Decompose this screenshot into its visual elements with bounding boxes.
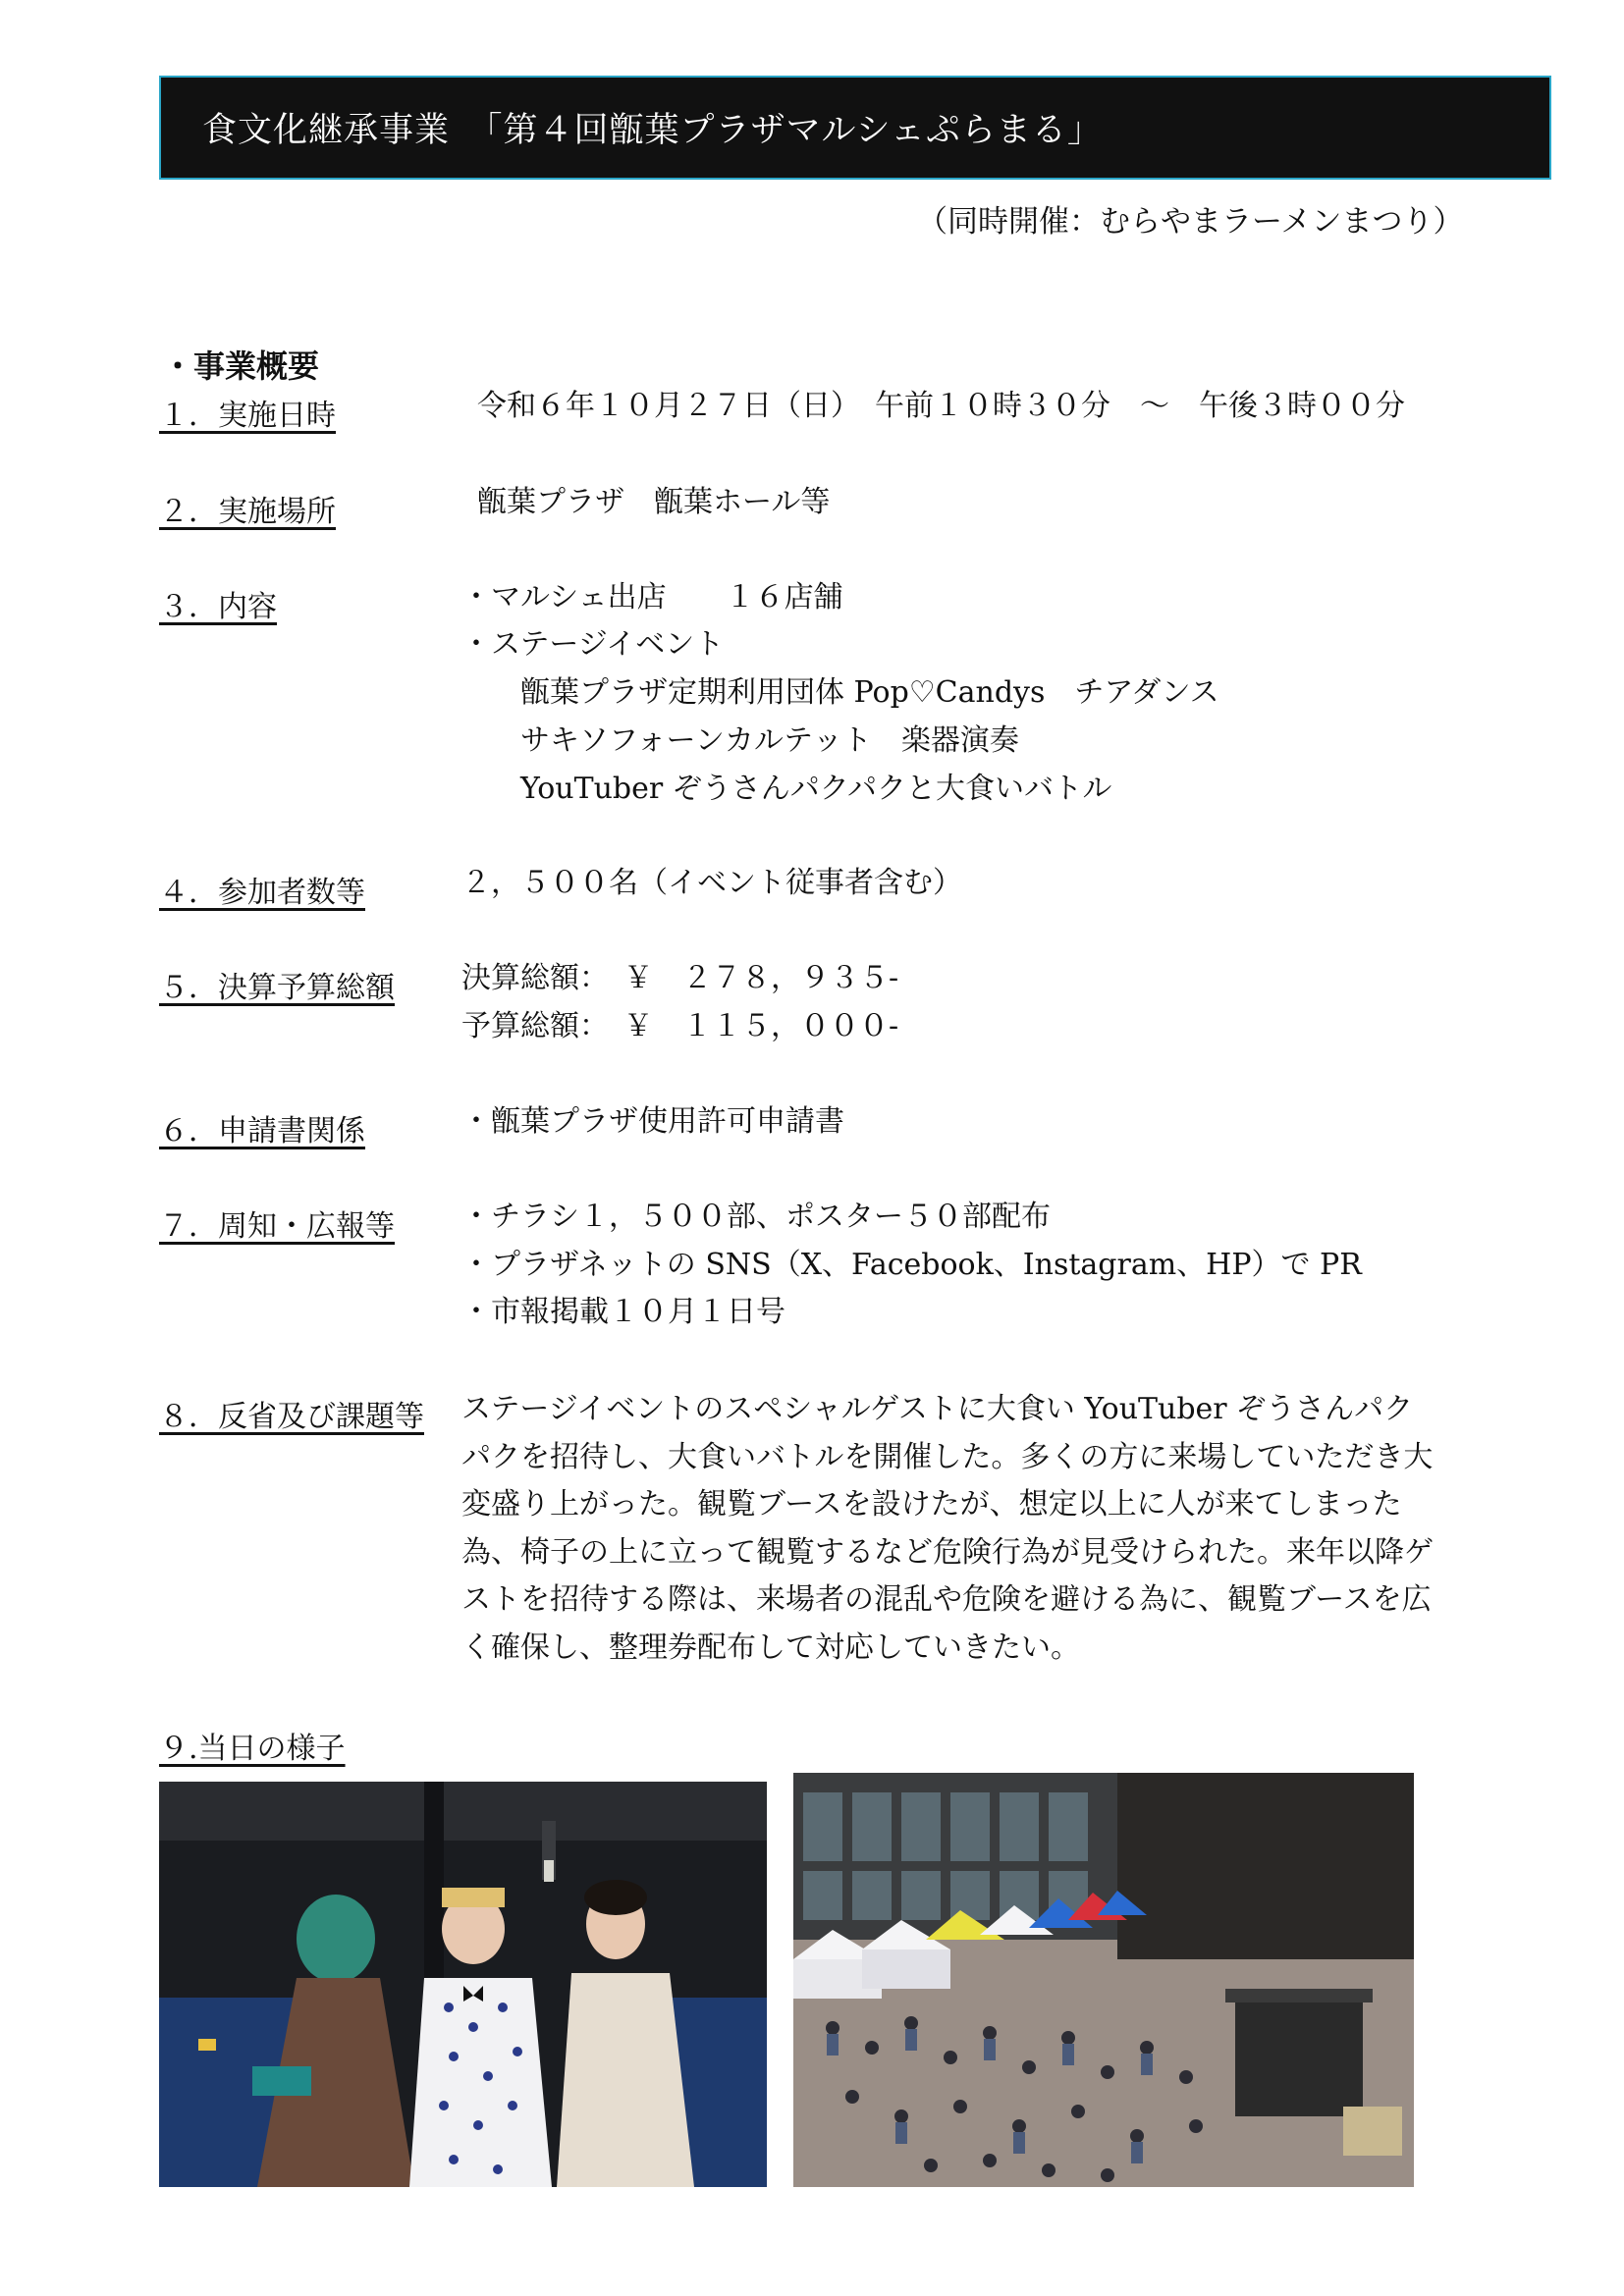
- application-label: ６．申請書関係: [159, 1114, 365, 1148]
- subtitle: （同時開催：むらやまラーメンまつり）: [917, 204, 1464, 240]
- date-value: 令和６年１０月２７日（日） 午前１０時３０分 ～ 午後３時００分: [477, 389, 1405, 423]
- content-line: ・ステージイベント: [461, 627, 725, 662]
- marche-crowd-photo: [793, 1773, 1414, 2187]
- publicity-line: ・プラザネットの SNS（X、Facebook、Instagram、HP）で PR: [461, 1248, 1362, 1282]
- reflection-label: ８．反省及び課題等: [159, 1400, 424, 1434]
- content-line: 甑葉プラザ定期利用団体 Pop♡Candys チアダンス: [491, 675, 1219, 710]
- place-value: 甑葉プラザ 甑葉ホール等: [477, 485, 831, 519]
- document-title: 食文化継承事業 「第４回甑葉プラザマルシェぷらまる」: [202, 111, 1103, 150]
- budget-settled: 決算総額： ￥ ２７８，９３５-: [461, 961, 899, 995]
- budget-planned: 予算総額： ￥ １１５，０００-: [461, 1009, 899, 1043]
- content-line: サキソフォーンカルテット 楽器演奏: [491, 723, 1019, 758]
- publicity-label: ７．周知・広報等: [159, 1209, 395, 1244]
- overview-heading: ・事業概要: [162, 347, 320, 385]
- publicity-line: ・チラシ１，５００部、ポスター５０部配布: [461, 1200, 1051, 1234]
- budget-label: ５．決算予算総額: [159, 971, 395, 1005]
- place-label: ２．実施場所: [159, 495, 336, 529]
- content-label: ３．内容: [159, 590, 277, 624]
- publicity-line: ・市報掲載１０月１日号: [461, 1295, 785, 1329]
- participants-label: ４．参加者数等: [159, 876, 365, 910]
- photos-label: ９.当日の様子: [159, 1732, 346, 1766]
- content-line: YouTuber ぞうさんパクパクと大食いバトル: [491, 772, 1112, 806]
- stage-guests-photo: [159, 1782, 767, 2187]
- participants-value: ２，５００名（イベント従事者含む）: [461, 866, 962, 900]
- date-label: １．実施日時: [159, 399, 336, 433]
- title-bar: [159, 76, 1551, 180]
- content-line: ・マルシェ出店 １６店舗: [461, 580, 843, 614]
- reflection-text: ステージイベントのスペシャルゲストに大食い YouTuber ぞうさんパクパクを招待し、大食いバトルを開催した。多くの方に来場していただき大変盛り上がった。観覧ブースを設けたが、想定以上に人が来てしまった為、椅子の上に立って観覧するなど危険行為が見受けられた。来年以降ゲストを招待する際は、来場者の混乱や危険を避ける為に、観覧ブースを広く確保し、整理券配布して対応していきたい。: [461, 1392, 1434, 1665]
- application-value: ・甑葉プラザ使用許可申請書: [461, 1104, 844, 1139]
